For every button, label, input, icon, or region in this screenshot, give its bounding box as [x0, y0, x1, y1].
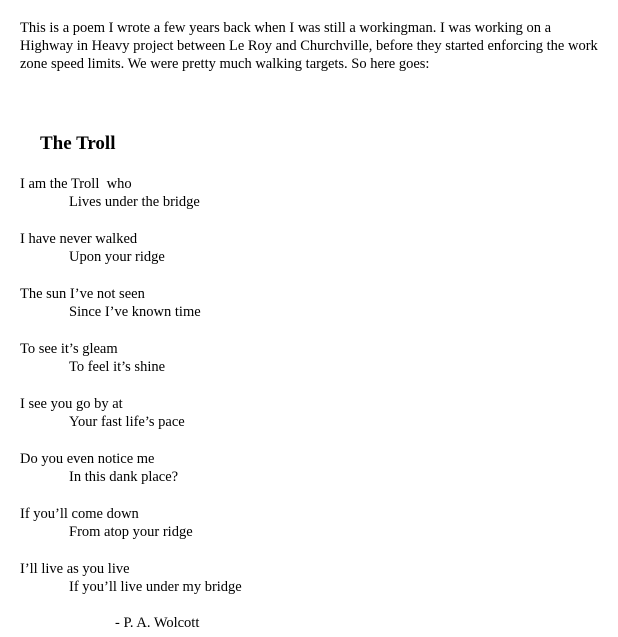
intro-paragraph: This is a poem I wrote a few years back when I was still a workingman. I was working on a Highway in Heavy project between Le Roy and Churchville, before they started enforcing the work zone speed limits. We were pretty much walking targets. So here goes: [20, 20, 598, 73]
poem-line: If you’ll come down [20, 506, 139, 522]
author-signature: - P. A. Wolcott [115, 615, 200, 631]
stanza [20, 395, 242, 450]
stanza [20, 450, 242, 505]
poem-line-indented: Your fast life’s pace [69, 414, 185, 431]
poem-line-indented: From atop your ridge [69, 524, 193, 541]
poem-line: I have never walked [20, 231, 138, 247]
poem-line: To see it’s gleam [20, 341, 118, 357]
stanza [20, 560, 242, 615]
stanza [20, 230, 242, 285]
poem-line: The sun I’ve not seen [20, 286, 145, 302]
poem-line-indented: To feel it’s shine [69, 359, 166, 376]
poem-line-indented: Upon your ridge [69, 249, 165, 266]
stanza [20, 505, 242, 560]
stanza [20, 175, 242, 230]
stanza [20, 285, 242, 340]
poem-line-indented: Since I’ve known time [69, 304, 201, 321]
poem-line: I’ll live as you live [20, 561, 130, 577]
document-page [20, 19, 610, 631]
poem-line-indented: If you’ll live under my bridge [69, 579, 242, 596]
stanza [20, 340, 242, 395]
poem-line: I am the Troll who [20, 176, 132, 192]
poem-body [20, 175, 242, 615]
poem-line: I see you go by at [20, 396, 123, 412]
poem-line-indented: Lives under the bridge [69, 194, 200, 211]
poem-title: The Troll [40, 133, 116, 154]
poem-line-indented: In this dank place? [69, 469, 179, 486]
poem-line: Do you even notice me [20, 451, 155, 467]
